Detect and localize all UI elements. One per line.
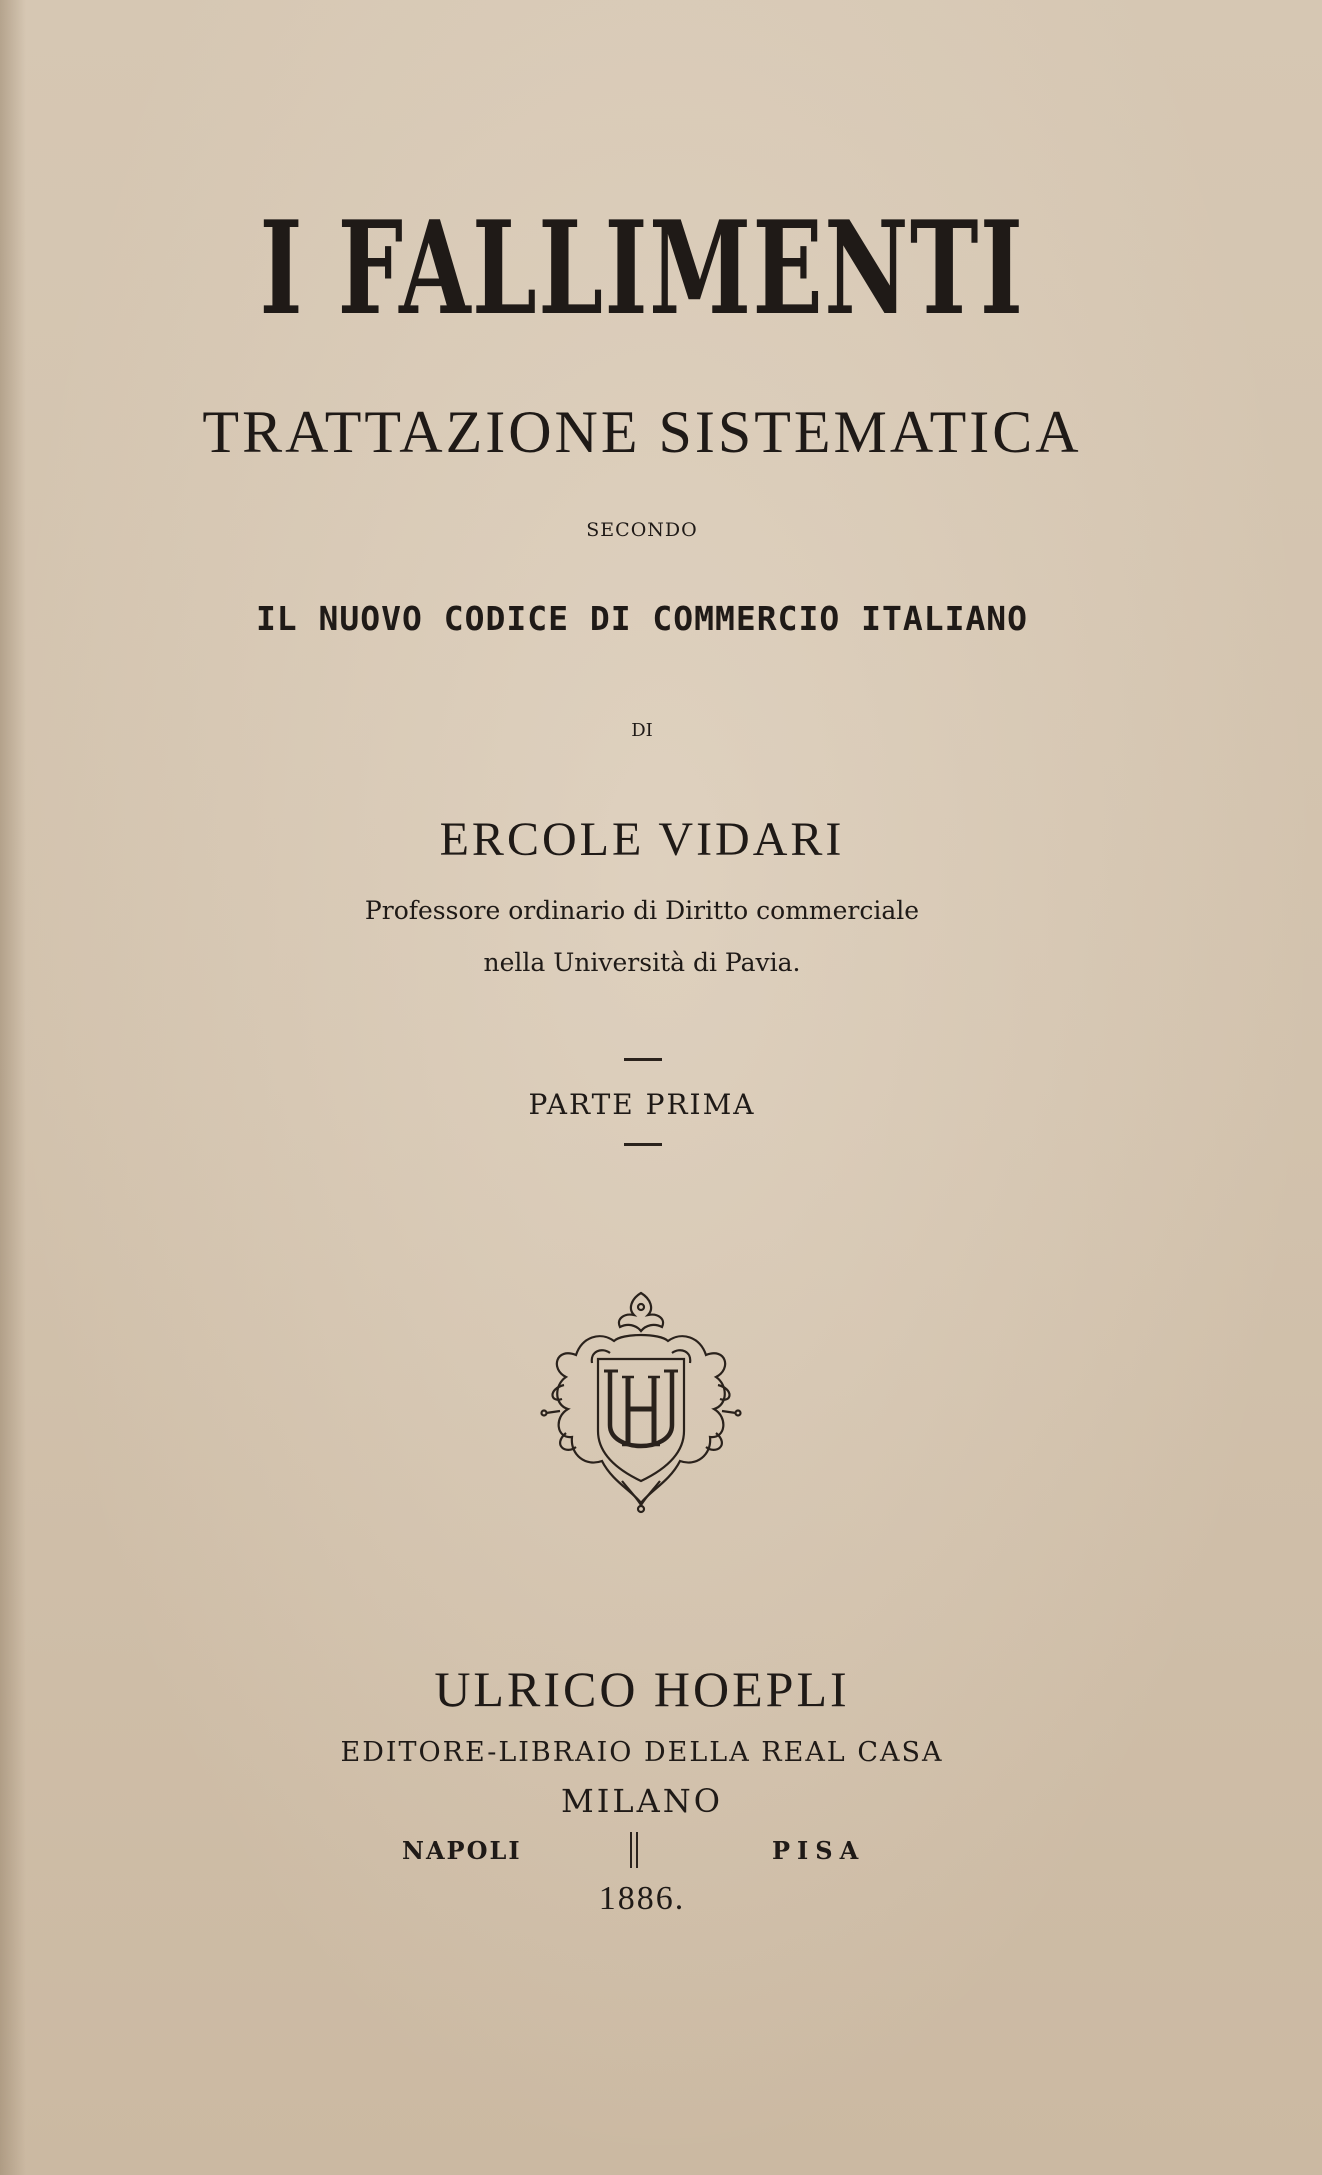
- publisher-role: EDITORE-LIBRAIO DELLA REAL CASA: [340, 1737, 944, 1768]
- publisher-name: ULRICO HOEPLI: [434, 1661, 850, 1717]
- city-pisa: PISA: [772, 1836, 866, 1865]
- book-subtitle: TRATTAZIONE SISTEMATICA: [202, 399, 1082, 465]
- city-milano: MILANO: [561, 1782, 723, 1820]
- publication-year: 1886.: [598, 1880, 686, 1917]
- author-position-line-1: Professore ordinario di Diritto commerciale: [364, 896, 920, 925]
- rule-below-parte: [624, 1143, 662, 1146]
- publisher-monogram-icon: [536, 1285, 746, 1515]
- secondo-label: SECONDO: [586, 519, 698, 541]
- rule-above-parte: [624, 1058, 662, 1061]
- city-napoli: NAPOLI: [402, 1836, 522, 1865]
- codice-line: IL NUOVO CODICE DI COMMERCIO ITALIANO: [255, 599, 1029, 638]
- author-name: ERCOLE VIDARI: [439, 813, 845, 866]
- di-label: DI: [631, 720, 653, 741]
- parte-label: PARTE PRIMA: [528, 1088, 756, 1121]
- author-position-line-2: nella Università di Pavia.: [483, 948, 801, 977]
- city-separator: [630, 1832, 638, 1868]
- book-title: I FALLIMENTI: [259, 194, 1025, 344]
